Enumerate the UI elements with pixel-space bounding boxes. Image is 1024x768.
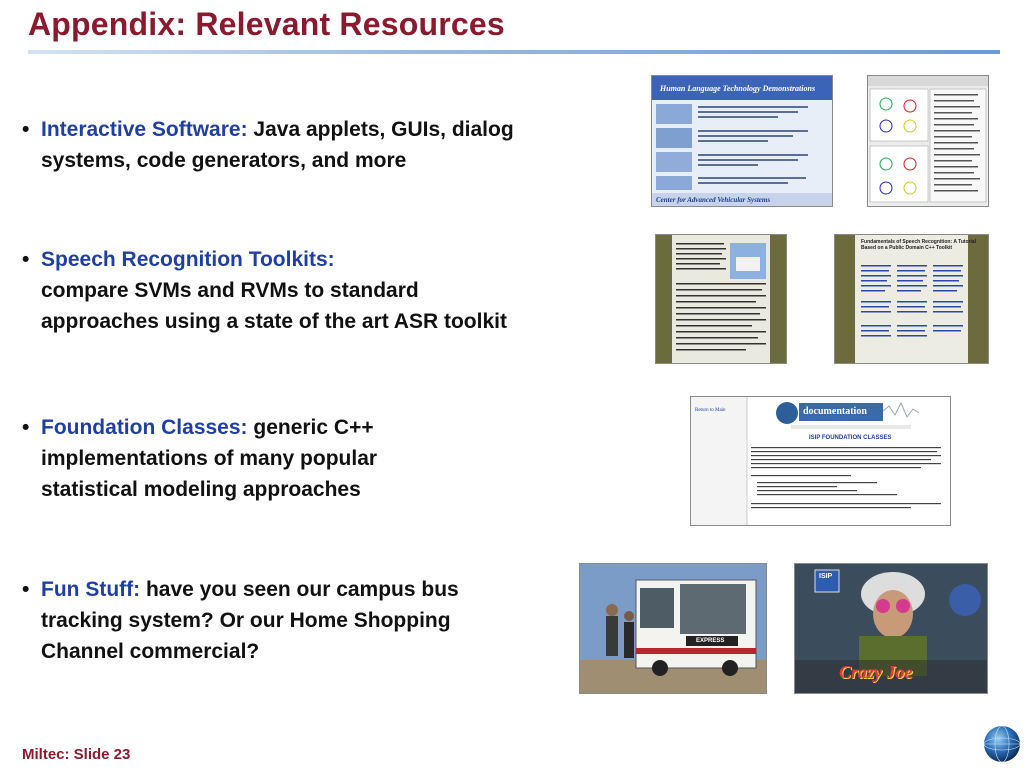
bullet-text: have you seen our campus bus tracking system? Or our Home Shopping Channel commercial? (41, 578, 459, 663)
classifier-plot-graphic (868, 76, 988, 206)
documentation-heading: ISIP FOUNDATION CLASSES (809, 435, 892, 441)
bullet-dot: • (22, 578, 30, 601)
bus-photo[interactable] (579, 563, 767, 694)
bullet-text: generic C++ implementations of many popular statistical modeling approaches (41, 416, 378, 501)
hlt-title: Human Language Technology Demonstrations (660, 84, 816, 93)
hlt-footer: Center for Advanced Vehicular Systems (656, 196, 771, 204)
slide-footer: Miltec: Slide 23 (22, 746, 131, 763)
foundation-classes-screenshot[interactable] (690, 396, 951, 526)
bullet-text: compare SVMs and RVMs to standard approaches using a state of the art ASR toolkit (41, 279, 507, 333)
bullet-speech-toolkits (22, 244, 522, 337)
bullet-fun-stuff (22, 574, 512, 667)
title-underline (28, 50, 1000, 54)
fundamentals-tutorial-screenshot[interactable] (834, 234, 989, 364)
bullet-text: Java applets, GUIs, dialog systems, code generators, and more (41, 118, 514, 172)
software-page-screenshot[interactable] (655, 234, 787, 364)
slide-title: Appendix: Relevant Resources (28, 6, 505, 42)
crazy-joe-badge: ISIP (819, 573, 833, 580)
classifier-applet-screenshot[interactable] (867, 75, 989, 207)
bus-photo-graphic (580, 564, 766, 693)
hlt-content-graphic (652, 76, 832, 206)
bullet-interactive-software (22, 114, 582, 176)
fundamentals-title: Fundamentals of Speech Recognition: A Tutorial Based on a Public Domain C++ Toolkit (861, 239, 977, 251)
bullet-dot: • (22, 416, 30, 439)
crazy-joe-caption: Crazy Joe (839, 662, 913, 682)
globe-logo-icon (982, 724, 1022, 764)
bullet-lead: Speech Recognition Toolkits: (41, 248, 335, 271)
software-page-graphic (656, 235, 786, 363)
bullet-lead: Fun Stuff: (41, 578, 141, 601)
bus-sign: EXPRESS (696, 638, 725, 644)
bullet-lead: Foundation Classes: (41, 416, 248, 439)
hlt-demo-screenshot[interactable] (651, 75, 833, 207)
crazy-joe-photo[interactable] (794, 563, 988, 694)
bullet-dot: • (22, 248, 30, 271)
documentation-banner: documentation (803, 406, 867, 417)
bullet-foundation-classes (22, 412, 472, 505)
documentation-nav: Return to Main (695, 408, 726, 413)
bullet-dot: • (22, 118, 30, 141)
fundamentals-graphic (835, 235, 988, 363)
bullet-lead: Interactive Software: (41, 118, 248, 141)
